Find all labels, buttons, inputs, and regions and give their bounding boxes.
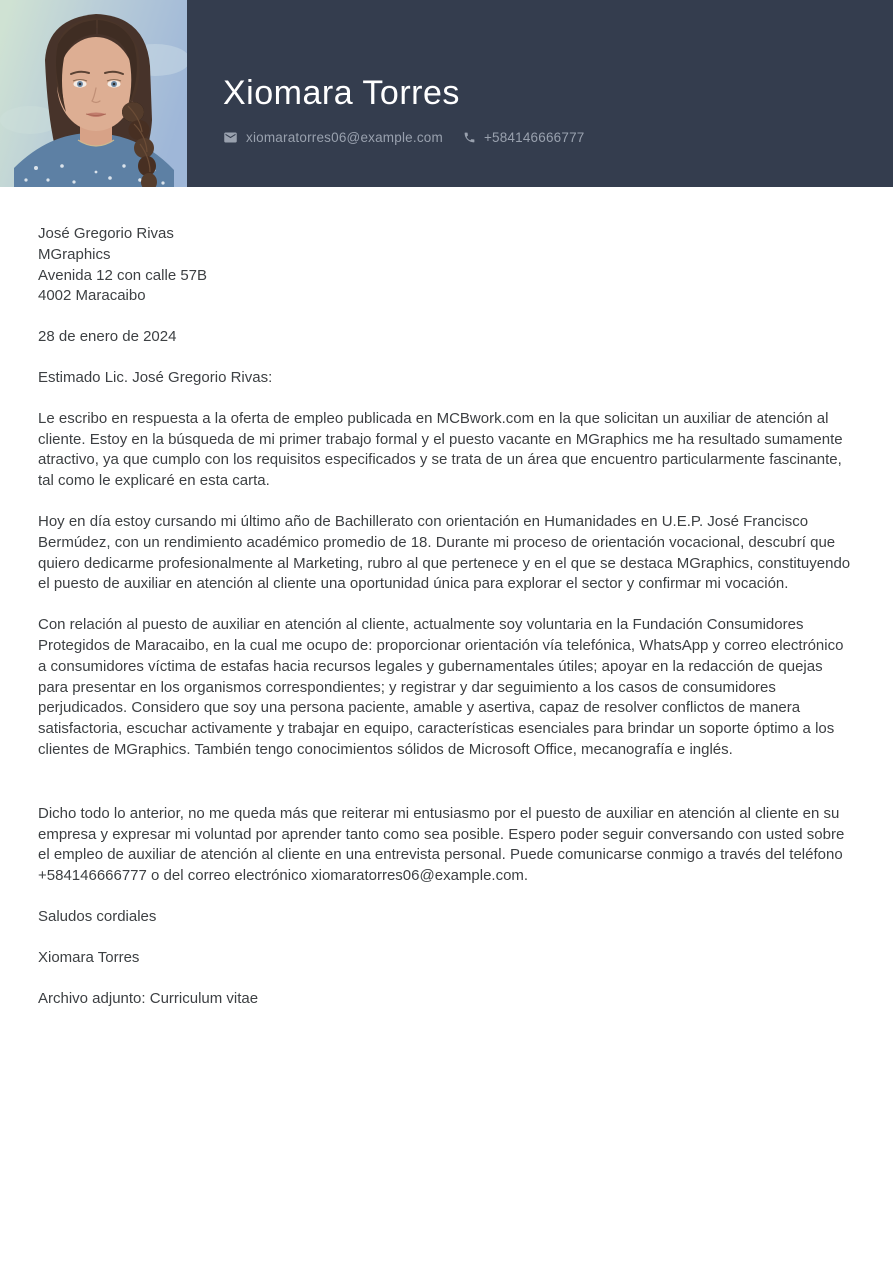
paragraph-2: Hoy en día estoy cursando mi último año de Bachillerato con orientación en Humanidades en U.E.P. José Francisco Bermúdez, con un rendimiento académico promedio de 18. Durante mi proceso de orientación vocacional, descubrí que quiero dedicarme profesionalmente al Marketing, rubro al que pertenece y en el que se destaca MGraphics, constituyendo el puesto de auxiliar en atención al cliente una oportunidad única para explorar el sector y confirmar mi vocación. [38, 512, 851, 593]
email-contact [223, 130, 443, 145]
email-text: xiomaratorres06@example.com [246, 130, 443, 145]
salutation: Estimado Lic. José Gregorio Rivas: [38, 368, 273, 386]
recipient-name: José Gregorio Rivas [38, 225, 174, 242]
header-info [187, 0, 893, 187]
phone-icon [463, 131, 476, 144]
portrait-photo [0, 0, 187, 187]
letter-body [0, 187, 893, 1009]
attachment-note: Archivo adjunto: Curriculum vitae [38, 989, 259, 1007]
phone-text: +584146666777 [483, 130, 585, 145]
recipient-company: MGraphics [38, 245, 111, 263]
envelope-icon [223, 130, 238, 145]
closing: Saludos cordiales [38, 907, 157, 925]
signature: Xiomara Torres [38, 948, 140, 966]
recipient-address [38, 224, 853, 307]
letter-date: 28 de enero de 2024 [38, 328, 177, 346]
recipient-city: 4002 Maracaibo [38, 287, 146, 305]
paragraph-4: Dicho todo lo anterior, no me queda más que reiterar mi entusiasmo por el puesto de auxiliar en atención al cliente en su empresa y expresar mi voluntad por aprender tanto como sea posible. Espero poder seguir conversando con usted sobre el empleo de auxiliar de atención al cliente en una entrevista personal. Puede comunicarse conmigo a través del teléfono +584146666777 o del correo electrónico xiomaratorres06@example.com. [38, 804, 845, 885]
paragraph-1: Le escribo en respuesta a la oferta de empleo publicada en MCBwork.com en la que solicitan un auxiliar de atención al cliente. Estoy en la búsqueda de mi primer trabajo formal y el puesto vacante en MGraphics me ha resultado sumamente atractivo, ya que cumplo con los requisitos especificados y se trata de un área que encuentro particularmente fascinante, tal como le explicaré en esta carta. [38, 409, 843, 490]
header [0, 0, 893, 187]
person-name: Xiomara Torres [223, 74, 460, 112]
contact-row [223, 130, 893, 145]
recipient-street: Avenida 12 con calle 57B [38, 266, 208, 284]
portrait-photo-image [0, 0, 187, 187]
phone-contact [463, 130, 585, 145]
paragraph-3: Con relación al puesto de auxiliar en atención al cliente, actualmente soy voluntaria en la Fundación Consumidores Protegidos de Maracaibo, en la cual me ocupo de: proporcionar orientación vía telefónica, WhatsApp y correo electrónico a consumidores víctima de estafas hacia recursos legales y gubernamentales útiles; apoyar en la redacción de quejas para presentar en los organismos correspondientes; y registrar y dar seguimiento a los casos de consumidores perjudicados. Considero que soy una persona paciente, amable y asertiva, capaz de resolver conflictos de manera satisfactoria, escuchar activamente y trabajar en equipo, características esenciales para brindar un soporte óptimo a los clientes de MGraphics. También tengo conocimientos sólidos de Microsoft Office, mecanografía e inglés. [38, 616, 844, 758]
